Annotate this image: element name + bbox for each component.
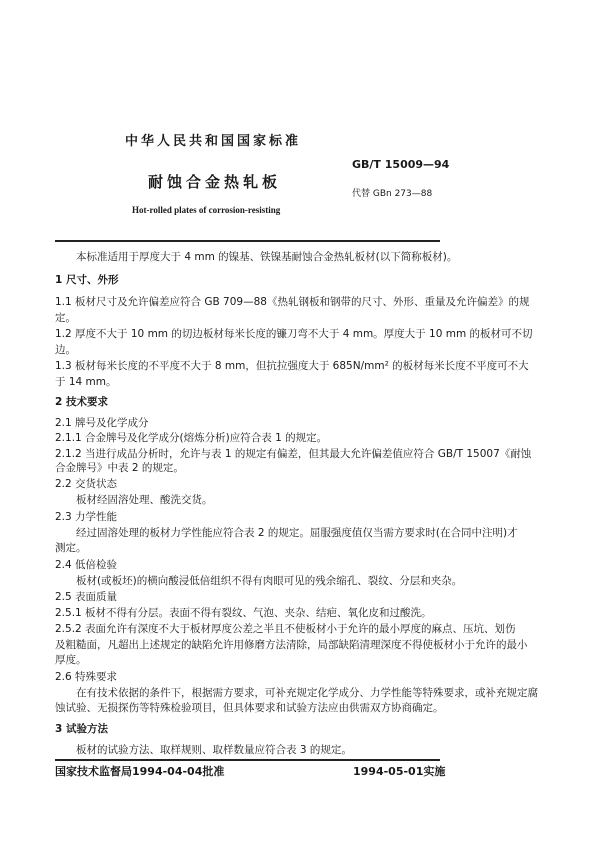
clause-text: 定。 — [55, 312, 76, 324]
clause-text: 1.3 板材每米长度的不平度不大于 8 mm，但抗拉强度大于 685N/mm² 的板材每米长度不平度可不大 — [55, 360, 529, 372]
footer-divider — [55, 759, 440, 761]
section-heading: 2 技术要求 — [55, 396, 108, 408]
clause-text: 边。 — [55, 344, 76, 356]
clause-text: 2.1.1 合金牌号及化学成分(熔炼分析)应符合表 1 的规定。 — [55, 432, 328, 444]
clause-text: 2.5.1 板材不得有分层。表面不得有裂纹、气泡、夹杂、结疤、氧化皮和过酸洗。 — [55, 607, 432, 619]
clause-text: 2.5.2 表面允许有深度不大于板材厚度公差之半且不使板材小于允许的最小厚度的麻点、压坑、划伤 — [55, 623, 516, 635]
approval-date: 国家技术监督局1994-04-04批准 — [55, 765, 225, 778]
effective-date: 1994-05-01实施 — [353, 765, 446, 778]
replaces-code: 代替 GBn 273—88 — [352, 189, 433, 199]
clause-text: 1.2 厚度不大于 10 mm 的切边板材每米长度的镰刀弯不大于 4 mm。厚度大于 10 mm 的板材可不切 — [55, 328, 533, 340]
clause-heading: 2.3 力学性能 — [55, 511, 118, 523]
title-en: Hot-rolled plates of corrosion-resisting — [132, 205, 281, 215]
clause-text: 1.1 板材尺寸及允许偏差应符合 GB 709—88《热轧钢板和钢带的尺寸、外形、重量及允许偏差》的规 — [55, 296, 530, 308]
clause-text: 于 14 mm。 — [55, 376, 117, 388]
clause-heading: 2.1 牌号及化学成分 — [55, 417, 149, 429]
clause-heading: 2.5 表面质量 — [55, 591, 118, 603]
section-heading: 1 尺寸、外形 — [55, 274, 119, 286]
clause-heading: 2.4 低倍检验 — [55, 559, 118, 571]
clause-text: 厚度。 — [55, 654, 87, 666]
clause-text: 及粗糙面，凡超出上述规定的缺陷允许用修磨方法清除，局部缺陷清理深度不得使板材小于允许的最小 — [55, 639, 528, 651]
national-standard-label: 中华人民共和国国家标准 — [125, 134, 302, 149]
title-cn: 耐蚀合金热轧板 — [148, 173, 282, 191]
clause-text: 板材经固溶处理、酸洗交货。 — [76, 494, 213, 506]
clause-heading: 2.2 交货状态 — [55, 478, 118, 490]
intro-paragraph: 本标准适用于厚度大于 4 mm 的镍基、铁镍基耐蚀合金热轧板材(以下简称板材)。 — [76, 251, 458, 263]
clause-heading: 2.6 特殊要求 — [55, 671, 118, 683]
clause-text: 板材(或板坯)的横向酸浸低倍组织不得有肉眼可见的残余缩孔、裂纹、分层和夹杂。 — [76, 575, 463, 587]
clause-text: 测定。 — [55, 542, 87, 554]
clause-text: 在有技术依据的条件下，根据需方要求，可补充规定化学成分、力学性能等特殊要求，或补充规定腐 — [76, 687, 538, 699]
standard-code: GB/T 15009—94 — [352, 158, 450, 171]
section-heading: 3 试验方法 — [55, 723, 108, 735]
clause-text: 板材的试验方法、取样规则、取样数量应符合表 3 的规定。 — [76, 744, 352, 756]
clause-text: 合金牌号》中表 2 的规定。 — [55, 462, 184, 474]
clause-text: 经过固溶处理的板材力学性能应符合表 2 的规定。屈服强度值仅当需方要求时(在合同中注明)才 — [76, 527, 518, 539]
header-divider — [55, 240, 440, 242]
clause-text: 2.1.2 当进行成品分析时，允许与表 1 的规定有偏差，但其最大允许偏差值应符合 GB/T 15007《耐蚀 — [55, 448, 532, 460]
clause-text: 蚀试验、无损探伤等特殊检验项目，但具体要求和试验方法应由供需双方协商确定。 — [55, 702, 444, 714]
